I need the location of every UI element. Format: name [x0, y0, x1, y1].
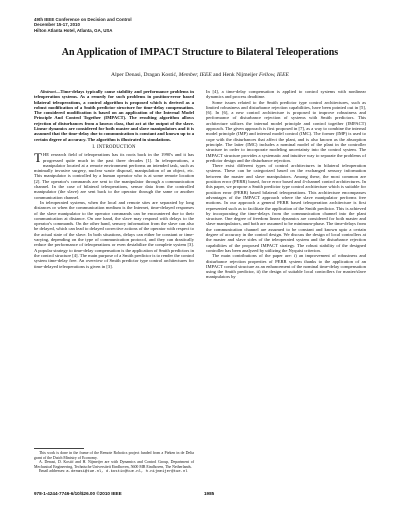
page-number: 1985 — [204, 491, 215, 496]
right-paragraph-3: There exist different types of control architectures in bilateral teleoperation systems. These can be categorized based on the exchanged sensory information between the master and slave manipulators. Among these, the most common are position error (PERR) based, force error based and 4-channel control architectures. In this paper, we propose a Smith predictor type control architecture which is suitable for position error (PERR) based bilateral teleoperations. This architecture encompasses advantages of the IMPACT approach where the slave manipulator performs free motions. In our approach a general PERR based teleoperation architecture is first represented such as to facilitate the application of the Smith predictor. This is achieved by incorporating the time-delays from the communication channel into the plant structure. One degree of freedom linear dynamics are considered for both master and slave manipulators, and both are assumed to be minimum-phase. The time-delays from the communication channel are assumed to be constant and known upto a certain degree of accuracy in the control design. We discuss the design of local controllers at the master and slave sides of the teleoperated system and the disturbance rejection capabilities of the proposed IMPACT strategy. The robust stability of the designed controller has been analyzed by utilizing the Nyquist criterion. — [206, 163, 366, 253]
footnote-emails — [34, 469, 194, 475]
conference-header — [34, 17, 132, 33]
author-role-2: Fellow, IEEE — [258, 72, 289, 78]
intro-paragraph-1 — [34, 152, 194, 200]
conference-venue: Hilton Atlanta Hotel, Atlanta, GA, USA — [34, 27, 113, 33]
footnotes — [34, 451, 194, 475]
author-role-1: Member, IEEE — [178, 72, 212, 78]
footnote-funding: This work is done in the frame of the Remote Robotics project funded from a Pieken in de Delta grant of the Dutch Ministry of Economy. — [34, 451, 194, 460]
drop-cap: T — [34, 150, 42, 166]
author-names-2: and Henk Nijmeijer — [211, 72, 259, 78]
isbn-copyright: 978-1-4244-7746-6/10/$26.00 ©2010 IEEE — [34, 491, 122, 496]
right-paragraph-1: In [4], a time-delay compensation is applied to control systems with nonlinear dynamics and process deadtime. — [206, 89, 366, 100]
footnote-affiliation: A. Denasi, D. Kostić and H. Nijmeijer are with Dynamics and Control Group, Department of Mechanical Engineering, Technische Universiteit Eindhoven, 5600 MB Eindhoven, The Netherlands. — [34, 460, 194, 469]
intro-paragraph-2: In teleoperated systems, when the local and remote sites are separated by long distances or when the communication medium is the Internet, time-delayed responses of the slave manipulator to the operator commands can be encountered due to their communication at distance. On one hand, the slave may respond with delays to the operator's commands. On the other hand, sensory information from the slave can also be delayed, which can lead to delayed corrective actions of the operator with respect to the actual state of the slave. In both situations, delays can either be constant or time-varying, depending on the type of communication protocol, and they can drastically reduce the performance of teleoperations or even destabilize the complete system [3]. A popular strategy to time-delay compensation is the application of Smith predictors in the control structure [4]. The main purpose of a Smith predictor is to render the control system time-delay free. An overview of Smith predictor type control architectures for time-delayed teleoperations is given in [3]. — [34, 199, 194, 269]
footnote-emails-label: Email addresses: — [39, 469, 67, 474]
left-column — [34, 89, 194, 269]
author-line — [0, 72, 400, 78]
right-paragraph-4: The main contributions of the paper are: i) an improvement of robustness and disturbance rejection properties of PERR system thanks to the application of an IMPACT control structure as an enhancement of the nominal time-delay compensation using the Smith predictor, ii) the design of suitable local controllers for master/slave manipulators by — [206, 253, 366, 280]
intro-paragraph-1-text: HE research field of teleoperations has its roots back in the 1990's and it has progressed quite much in the past three decades [1]. In teleoperations, a manipulator located at a remote environment performs an intended task, such as minimally invasive surgery, nuclear waste disposal, manipulation of an object, etc. This manipulator is controlled by a human operator who is at some remote location [2]. The operator's commands are sent to the manipulator through a communication channel. In the case of bilateral teleoperations, sensor data from the controlled manipulator (the slave) are sent back to the operator through the same or another communication channel. — [34, 152, 194, 200]
section-heading-introduction: I. INTRODUCTION — [92, 144, 136, 150]
conference-name: 49th IEEE Conference on Decision and Control — [34, 17, 132, 22]
conference-dates: December 15-17, 2010 — [34, 22, 80, 28]
abstract-label: Abstract — [40, 89, 56, 94]
paper-title: An Application of IMPACT Structure to Bilateral Teleoperations — [61, 47, 339, 58]
abstract — [34, 89, 194, 142]
right-paragraph-2: Some issues related to the Smith predictor type control architectures, such as limited robustness and disturbance rejection capabilities, have been pointed out in [5], [6]. In [6], a new control architecture is proposed to improve robustness and performance of disturbance rejection of systems with Smith predictors. This architecture utilizes the internal model principle and control together (IMPACT) approach. The given approach is first proposed in [7], as a way to combine the internal model principle (IMP) and internal model control (IMC). The former (IMP) is used to cope with the disturbances that affect the plant, and is also known as the absorption principle. The latter (IMC) includes a nominal model of the plant in the controller structure in order to incorporate modeling uncertainty into the control system. The IMPACT structure provides a systematic and intuitive way to separate the problems of predictor design and the disturbance rejection. — [206, 99, 366, 163]
abstract-text: —Time-delays typically cause stability and performance problems in teleoperation systems. As a remedy for such problems in position-error based bilateral teleoperations, a control algorithm is proposed which is derived as a robust modification of a Smith predictor structure for time-delay compensation. The considered modification is based on an application of the Internal Model Principle And Control Together (IMPACT). The resulting algorithm allows rejection of disturbances from a known class, that act at the output of the slave. Linear dynamics are considered for both master and slave manipulators and it is assumed that the time-delay due to communication is constant and known up to a certain degree of accuracy. The algorithm is illustrated in simulations. — [34, 89, 194, 142]
footnote-divider — [34, 448, 84, 449]
footnote-emails-list: a.denasi@tue.nl, d.kostic@tue.nl, h.nijmeijer@tue.nl — [66, 470, 188, 475]
right-column — [206, 89, 366, 280]
author-names-1: Alper Denasi, Dragan Kostić, — [111, 72, 179, 78]
